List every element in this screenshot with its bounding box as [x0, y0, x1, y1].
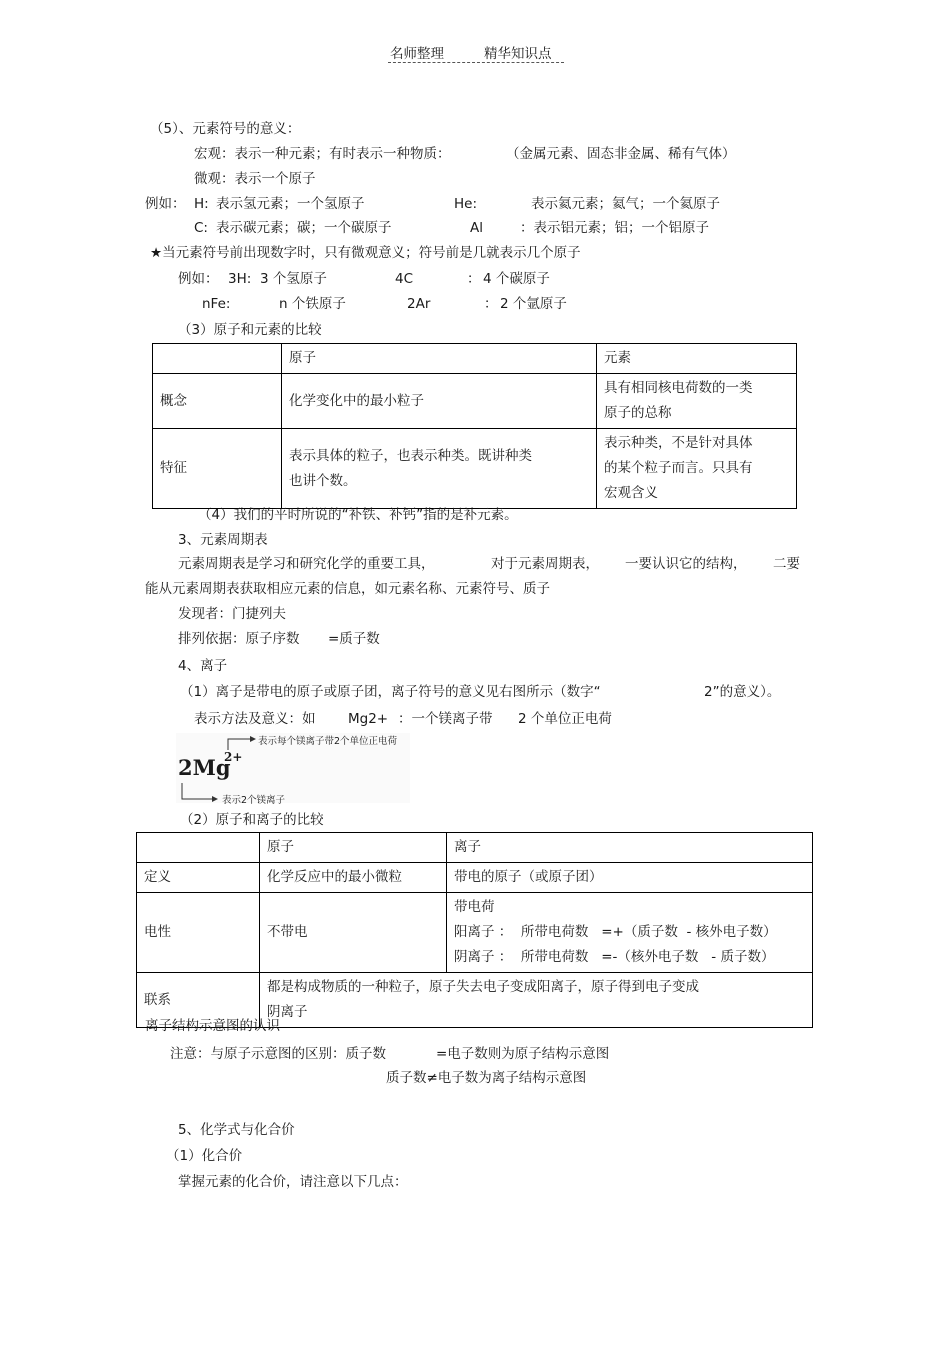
- formula-4c: 4C: [395, 271, 414, 287]
- table1-cell: [597, 429, 797, 509]
- header-right: 精华知识点: [484, 46, 552, 62]
- table1-cell-line: 也讲个数。: [289, 472, 357, 489]
- table1-row-label: 概念: [153, 374, 282, 429]
- mg-ion-figure: [176, 733, 410, 806]
- table2-cell-line: 带电荷: [454, 899, 495, 915]
- mg-symbol: 2Mg: [178, 755, 231, 780]
- example-label: 例如：: [145, 196, 186, 212]
- table1-cell: [282, 429, 597, 509]
- mg-ion-meaning-a: ：一个镁离子带: [398, 711, 493, 727]
- symbol-c-meaning: 表示碳元素；碳；一个碳原子: [216, 220, 392, 236]
- table2-cell: [260, 973, 813, 1028]
- formula-2ar-meaning: 2 个氩原子: [500, 296, 567, 312]
- page-header: [388, 42, 564, 63]
- symbol-al-meaning: ：表示铝元素；铝；一个铝原子: [520, 220, 709, 236]
- formula-nfe: nFe:: [202, 296, 231, 312]
- formula-nfe-meaning: n 个铁原子: [279, 296, 346, 312]
- table1-cell-line: 原子的总称: [604, 405, 672, 421]
- notice-a: 注意：与原子示意图的区别：质子数: [170, 1046, 386, 1062]
- ion-definition-b: 2”的意义）。: [704, 684, 781, 700]
- mg-charge: 2+: [224, 750, 243, 764]
- section-5-heading: 5、化学式与化合价: [178, 1122, 295, 1138]
- periodic-table-text-b: 对于元素周期表，: [491, 556, 599, 572]
- table2-cell: 不带电: [260, 893, 447, 973]
- table1-row-label: 特征: [153, 429, 282, 509]
- section-5-title: （5）、元素符号的意义：: [150, 121, 301, 137]
- atom-ion-table: [136, 832, 813, 1028]
- ion-structure-title: 离子结构示意图的认识: [145, 1018, 280, 1034]
- table1-header-blank: [153, 344, 282, 374]
- table1-cell: [597, 374, 797, 429]
- discoverer: 发现者：门捷列夫: [178, 606, 286, 622]
- colon-4c: ：: [467, 271, 481, 287]
- macro-meaning: 宏观：表示一种元素；有时表示一种物质：: [194, 146, 451, 162]
- mg-ion-meaning-b: 2 个单位正电荷: [518, 711, 612, 727]
- formula-2ar: 2Ar: [407, 296, 431, 312]
- subsection-4-note: （4）我们的平时所说的“补铁、补钙”指的是补元素。: [198, 507, 518, 523]
- valence-intro: 掌握元素的化合价，请注意以下几点：: [178, 1174, 408, 1190]
- table1-cell-line: 的某个粒子而言。只具有: [604, 460, 753, 476]
- table1-cell-line: 表示种类，不是针对具体: [604, 435, 753, 451]
- table1-header-atom: 原子: [282, 344, 597, 374]
- atom-element-table: [152, 343, 797, 509]
- table2-cell-line: 阳离子 ： 所带电荷数 =+（质子数 - 核外电子数）: [454, 924, 777, 940]
- formula-3h: 3H:: [228, 271, 252, 287]
- symbol-h: H:: [194, 196, 209, 212]
- note-charge: 表示每个镁离子带2个单位正电荷: [258, 736, 398, 747]
- table2-row-label: 定义: [137, 863, 260, 893]
- table1-cell-line: 表示具体的粒子，也表示种类。既讲种类: [289, 447, 532, 464]
- ion-definition: （1）离子是带电的原子或原子团，离子符号的意义见右图所示（数字“: [180, 684, 601, 700]
- macro-meaning-note: （金属元素、固态非金属、稀有气体）: [506, 146, 736, 162]
- table1-cell: 化学变化中的最小粒子: [282, 374, 597, 429]
- subsection-3-title: （3）原子和元素的比较: [178, 322, 322, 338]
- example2-label: 例如：: [178, 271, 219, 287]
- table2-cell-line: 阴离子 ： 所带电荷数 =-（核外电子数 - 质子数）: [454, 949, 775, 965]
- header-left: 名师整理: [390, 46, 444, 62]
- arrangement-basis-b: =质子数: [328, 631, 380, 647]
- table2-header-ion: 离子: [447, 833, 813, 863]
- symbol-c: C:: [194, 220, 208, 236]
- symbol-h-meaning: 表示氢元素；一个氢原子: [216, 196, 365, 212]
- table1-cell-line: 具有相同核电荷数的一类: [604, 380, 753, 396]
- notice-c: 质子数≠电子数为离子结构示意图: [386, 1070, 587, 1086]
- note-count: 表示2个镁离子: [222, 795, 286, 806]
- table2-cell: [447, 893, 813, 973]
- table2-row-label: 联系: [137, 973, 260, 1028]
- table2-cell-line: 阴离子: [267, 1004, 308, 1020]
- symbol-he: He:: [454, 196, 478, 212]
- notice-b: =电子数则为原子结构示意图: [436, 1046, 610, 1062]
- section-4-title: 4、离子: [178, 658, 228, 674]
- table1-header-element: 元素: [597, 344, 797, 374]
- table2-row-label: 电性: [137, 893, 260, 973]
- symbol-al: Al: [470, 220, 483, 236]
- periodic-table-text-c: 一要认识它的结构，: [625, 556, 747, 572]
- representation-label: 表示方法及意义：如: [194, 711, 316, 727]
- formula-4c-meaning: 4 个碳原子: [483, 271, 550, 287]
- table2-header-atom: 原子: [260, 833, 447, 863]
- table2-header-blank: [137, 833, 260, 863]
- micro-meaning: 微观：表示一个原子: [194, 171, 316, 187]
- subsection-2-title: （2）原子和离子的比较: [180, 812, 324, 828]
- table2-cell: 带电的原子（或原子团）: [447, 863, 813, 893]
- star-note: ★当元素符号前出现数字时，只有微观意义；符号前是几就表示几个原子: [150, 245, 581, 261]
- table2-cell-line: 都是构成物质的一种粒子，原子失去电子变成阳离子，原子得到电子变成: [267, 979, 699, 995]
- section-3-title: 3、元素周期表: [178, 532, 268, 548]
- periodic-table-text-a: 元素周期表是学习和研究化学的重要工具，: [178, 556, 435, 572]
- periodic-table-text-d: 二要: [773, 556, 800, 572]
- symbol-he-meaning: 表示氦元素；氦气；一个氦原子: [531, 196, 720, 212]
- colon-2ar: ：: [484, 296, 498, 312]
- table1-cell-line: 宏观含义: [604, 485, 658, 501]
- table2-cell: 化学反应中的最小微粒: [260, 863, 447, 893]
- arrangement-basis: 排列依据：原子序数: [178, 631, 300, 647]
- formula-3h-meaning: 3 个氢原子: [260, 271, 327, 287]
- valence-title: （1）化合价: [166, 1148, 243, 1164]
- mg-ion-symbol: Mg2+: [348, 711, 389, 727]
- periodic-table-text-e: 能从元素周期表获取相应元素的信息，如元素名称、元素符号、质子: [145, 581, 550, 597]
